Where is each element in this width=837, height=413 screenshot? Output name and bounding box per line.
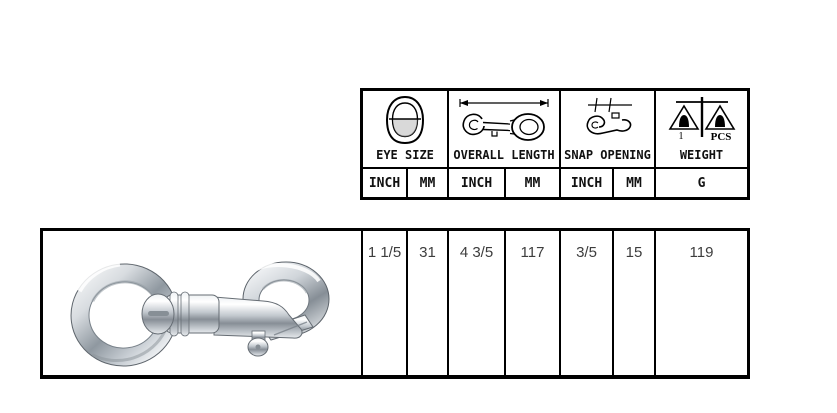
column-group-label: WEIGHT <box>679 148 724 162</box>
column-group-eye-size <box>363 91 449 169</box>
unit-header-cell: MM <box>614 169 656 197</box>
eye-size-icon <box>363 91 447 148</box>
column-group-snap-opening <box>561 91 656 169</box>
unit-header-cell: INCH <box>449 169 506 197</box>
value-cell-eye-mm: 31 <box>408 231 449 375</box>
unit-header-cell: G <box>697 175 706 191</box>
scale-left-pan-label: 1 <box>678 131 683 142</box>
column-group-weight <box>656 91 747 169</box>
snap-opening-icon <box>561 91 654 148</box>
column-group-label: SNAP OPENING <box>564 148 651 162</box>
value-cell-length-mm: 117 <box>506 231 561 375</box>
overall-length-icon <box>449 91 559 148</box>
scale-pcs-label: PCS <box>710 131 731 143</box>
unit-header-cell: INCH <box>363 169 408 197</box>
value-cell-weight-g: 119 <box>689 244 714 261</box>
value-cell-opening-mm: 15 <box>614 231 656 375</box>
column-group-label: OVERALL LENGTH <box>453 148 555 162</box>
product-photo-cell <box>43 231 363 375</box>
product-data-row <box>40 228 750 379</box>
spec-header-table <box>360 88 750 200</box>
unit-header-cell: INCH <box>561 169 614 197</box>
weight-scale-icon <box>656 91 747 148</box>
unit-header-cell: MM <box>506 169 561 197</box>
value-cell-opening-inch: 3/5 <box>561 231 614 375</box>
column-group-overall-length <box>449 91 561 169</box>
unit-header-cell: MM <box>408 169 449 197</box>
column-group-label: EYE SIZE <box>376 148 434 162</box>
value-cell-length-inch: 4 3/5 <box>449 231 506 375</box>
swivel-eye-bolt-snap-photo <box>67 255 339 371</box>
value-cell-eye-inch: 1 1/5 <box>363 231 408 375</box>
